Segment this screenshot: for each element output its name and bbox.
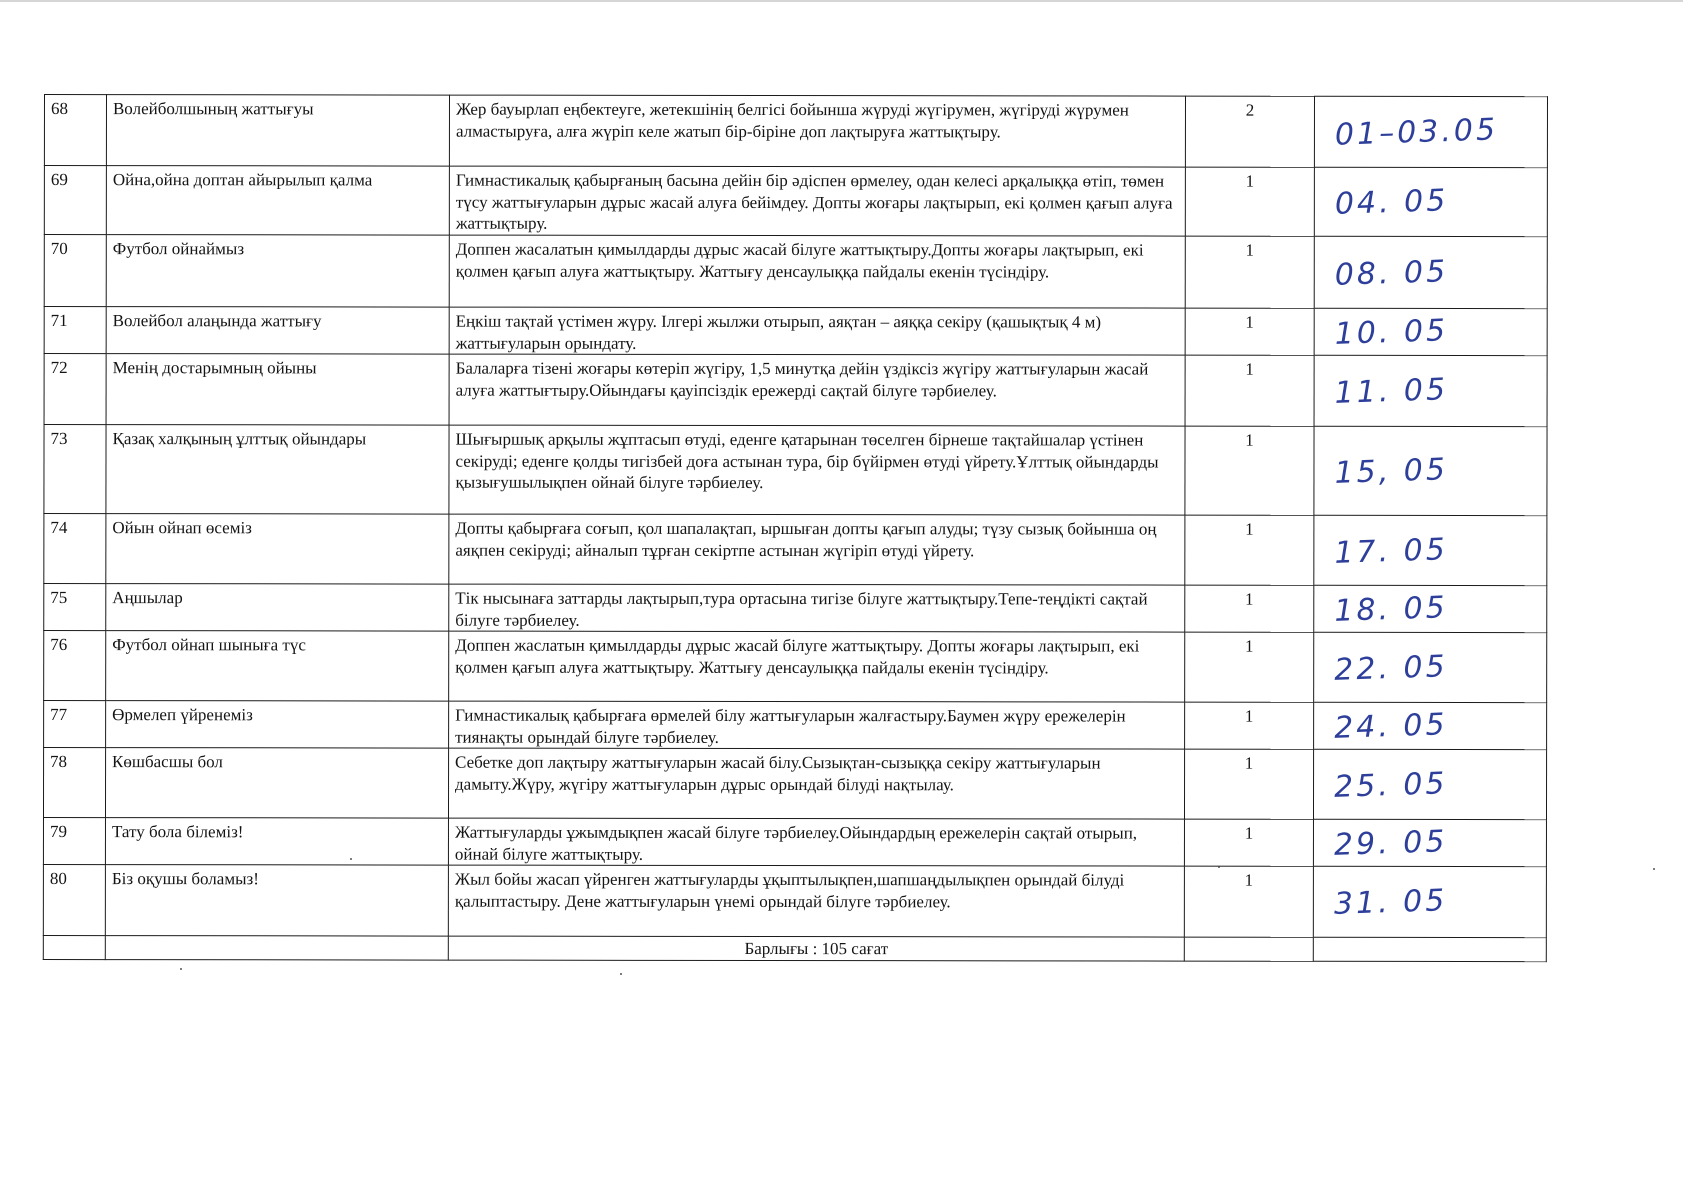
lesson-topic: Волейбол алаңында жаттығу <box>106 307 449 354</box>
hours-count: 1 <box>1184 819 1313 866</box>
handwritten-date: 31. 05 <box>1333 883 1448 922</box>
handwritten-date: 22. 05 <box>1333 648 1449 688</box>
table-row <box>44 166 1547 237</box>
empty-cell <box>43 935 105 959</box>
lesson-description: Шығыршық арқылы жұптасып өтуді, еденге қатарынан төселген бірнеше тақтайшалар үстінен секіруді; еденге қолды тигізбей доға астынан тура, бір бүйірмен өтуді үйрету.Ұлттық ойындарды қызығушылықпен ойнай білуге тәрбиелеу. <box>449 425 1185 515</box>
total-row <box>43 935 1546 961</box>
scan-speck <box>1218 866 1220 868</box>
row-number: 74 <box>44 514 106 584</box>
hours-count: 1 <box>1185 167 1314 236</box>
date-cell <box>1314 308 1547 355</box>
lesson-description: Допты қабырғаға соғып, қол шапалақтап, ыршыған допты қағып алуды; түзу сызық бойынша оң аяқпен секіруді; айналып тұрған секіртпе астынан жүгіріп өтуді үйрету. <box>449 514 1185 585</box>
table-row <box>44 235 1547 309</box>
lesson-description: Гимнастикалық қабырғаның басына дейін бір әдіспен өрмелеу, одан келесі арқалыққа өтіп, төмен түсу жаттығуларын дұрыс жасай алуға бейімдеу. Допты жоғары лақтырып, екі қолмен қағып алуға жаттықтыру. <box>449 166 1185 236</box>
row-number: 78 <box>43 748 105 818</box>
empty-cell <box>1313 937 1546 961</box>
hours-count: 2 <box>1185 96 1314 167</box>
lesson-topic: Өрмелеп үйренеміз <box>106 701 449 748</box>
row-number: 76 <box>44 631 106 701</box>
lesson-description: Жаттығуларды ұжымдықпен жасай білуге тәрбиелеу.Ойындардың ережелерін сақтай отырып, ойнай білуге жаттықтыру. <box>448 818 1184 866</box>
lesson-description: Доппен жаслатын қимылдарды дұрыс жасай білуге жаттықтыру. Допты жоғары лақтырып, екі қолмен қағып алуға жаттықтыру. Жаттығу денсаулыққа пайдалы екенін түсіндіру. <box>449 631 1185 702</box>
date-cell <box>1314 355 1547 426</box>
hours-count: 1 <box>1185 515 1314 585</box>
lesson-description: Жер бауырлап еңбектеуге, жетекшінің белгісі бойынша жүруді жүгірумен, жүгіруді жүрумен алмастыруға, алға жүріп келе жатып бір-біріне доп лақтыруға жаттықтыру. <box>449 95 1185 167</box>
row-number: 75 <box>44 584 106 631</box>
lesson-description: Жыл бойы жасап үйренген жаттығуларды ұқыптылықпен,шапшаңдылықпен орындай білуді қалыптастыру. Дене жаттығуларын үнемі орындай білуге тәрбиелеу. <box>448 865 1184 937</box>
hours-count: 1 <box>1184 749 1313 819</box>
handwritten-date: 04. 05 <box>1334 183 1449 222</box>
table-row <box>43 864 1546 937</box>
handwritten-date: 17. 05 <box>1333 531 1449 571</box>
scan-speck <box>620 973 622 975</box>
hours-count: 1 <box>1185 236 1314 308</box>
handwritten-date: 01–03.05 <box>1334 112 1499 153</box>
lesson-topic: Біз оқушы боламыз! <box>105 865 448 936</box>
row-number: 73 <box>44 425 106 514</box>
row-number: 71 <box>44 307 106 354</box>
lesson-topic: Волейболшының жаттығуы <box>106 95 449 166</box>
date-cell <box>1314 236 1547 308</box>
handwritten-date: 08. 05 <box>1334 253 1449 293</box>
hours-count: 1 <box>1185 585 1314 632</box>
scan-edge <box>0 0 1683 2</box>
lesson-topic: Ойын ойнап өсеміз <box>106 514 449 584</box>
hours-count: 1 <box>1185 355 1314 426</box>
date-cell <box>1313 749 1546 819</box>
handwritten-date: 15, 05 <box>1333 452 1449 491</box>
table-row <box>44 95 1547 168</box>
hours-count: 1 <box>1185 702 1314 749</box>
handwritten-date: 10. 05 <box>1334 313 1449 352</box>
lesson-description: Тік нысынаға заттарды лақтырып,тура ортасына тигізе білуге жаттықтыру.Тепе-теңдікті сақтай білуге тәрбиелеу. <box>449 584 1185 632</box>
lesson-description: Балаларға тізені жоғары көтеріп жүгіру, 1,5 минутқа дейін үздіксіз жүгіру жаттығуларын жасай алуға жаттығтыру.Ойындағы қауіпсіздік ережерді сақтай білуге тәрбиелеу. <box>449 354 1185 426</box>
empty-cell <box>1184 937 1313 961</box>
date-cell <box>1314 585 1547 632</box>
table-row <box>44 701 1547 750</box>
handwritten-date: 25. 05 <box>1333 765 1449 805</box>
lesson-description: Еңкіш тақтай үстімен жүру. Ілгері жылжи отырып, аяқтан – аяққа секіру (қашықтық 4 м) жаттығуларын орындату. <box>449 307 1185 355</box>
scan-speck <box>1653 868 1655 870</box>
row-number: 69 <box>44 166 106 235</box>
handwritten-date: 18. 05 <box>1333 590 1449 629</box>
total-hours-label: Барлығы : 105 сағат <box>448 936 1184 961</box>
hours-count: 1 <box>1185 632 1314 702</box>
row-number: 72 <box>44 354 106 425</box>
date-cell <box>1314 96 1547 167</box>
hours-count: 1 <box>1184 866 1313 937</box>
date-cell <box>1313 819 1546 866</box>
lesson-topic: Футбол ойнаймыз <box>106 235 449 307</box>
date-cell <box>1314 426 1547 515</box>
row-number: 68 <box>44 95 106 166</box>
hours-count: 1 <box>1185 426 1314 515</box>
lesson-topic: Тату бола білеміз! <box>105 818 448 865</box>
lesson-topic: Қазақ халқының ұлттық ойындары <box>106 425 449 514</box>
lesson-description: Себетке доп лақтыру жаттығуларын жасай білу.Сызықтан-сызыққа секіру жаттығуларын дамыту.Жүру, жүгіру жаттығуларын дұрыс орындай білуді нақтылау. <box>448 748 1184 819</box>
empty-cell <box>105 936 448 960</box>
table-row <box>44 584 1547 633</box>
lesson-topic: Ойна,ойна доптан айырылып қалма <box>106 166 449 235</box>
row-number: 80 <box>43 864 105 935</box>
lesson-topic: Көшбасшы бол <box>105 748 448 818</box>
table-row <box>44 631 1547 703</box>
handwritten-date: 24. 05 <box>1333 707 1449 746</box>
table-row <box>43 818 1546 867</box>
lesson-description: Гимнастикалық қабырғаға өрмелей білу жаттығуларын жалғастыру.Баумен жүру ережелерін тиянақты орындай білуге тәрбиелеу. <box>449 701 1185 749</box>
scan-speck <box>350 858 352 860</box>
scan-speck <box>180 968 182 970</box>
date-cell <box>1313 866 1546 937</box>
row-number: 77 <box>44 701 106 748</box>
lesson-plan-table <box>43 94 1548 962</box>
date-cell <box>1314 515 1547 585</box>
table-row <box>44 354 1547 427</box>
row-number: 70 <box>44 235 106 307</box>
table-row <box>43 748 1546 820</box>
handwritten-date: 11. 05 <box>1334 372 1449 411</box>
date-cell <box>1314 167 1547 236</box>
date-cell <box>1314 702 1547 749</box>
table-row <box>44 425 1547 516</box>
hours-count: 1 <box>1185 308 1314 355</box>
date-cell <box>1314 632 1547 702</box>
handwritten-date: 29. 05 <box>1333 824 1448 863</box>
lesson-topic: Менің достарымның ойыны <box>106 354 449 425</box>
table-row <box>44 514 1547 586</box>
lesson-description: Доппен жасалатын қимылдарды дұрыс жасай білуге жаттықтыру.Допты жоғары лақтырып, екі қолмен қағып алуға жаттықтыру. Жаттығу денсаулыққа пайдалы екенін түсіндіру. <box>449 235 1185 308</box>
lesson-topic: Аңшылар <box>106 584 449 631</box>
row-number: 79 <box>43 818 105 865</box>
table-row <box>44 307 1547 356</box>
lesson-topic: Футбол ойнап шыныға түс <box>106 631 449 701</box>
